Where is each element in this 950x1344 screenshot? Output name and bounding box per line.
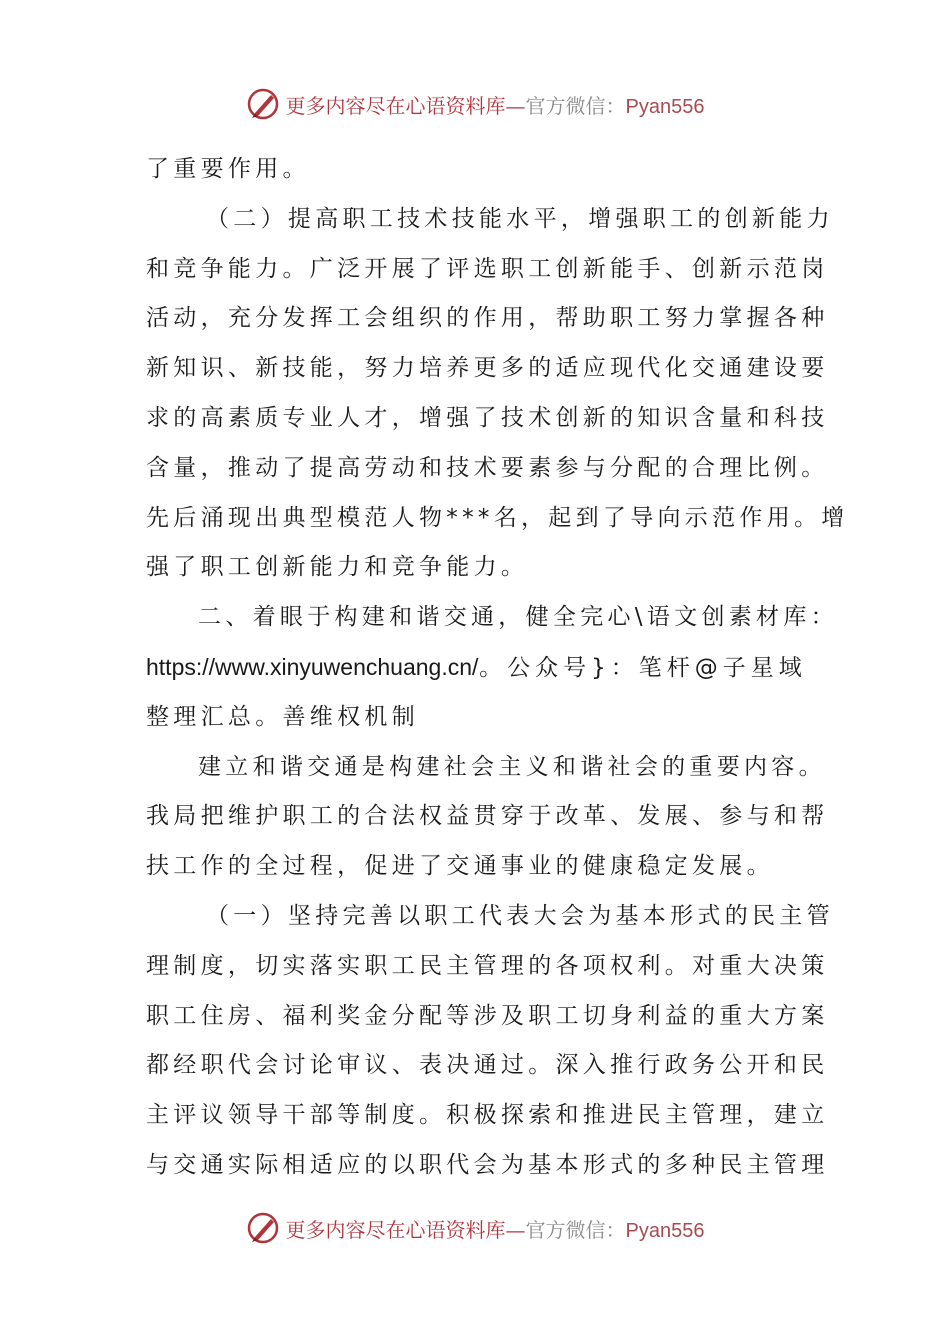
watermark-wechat-id: Pyan556 bbox=[625, 95, 705, 118]
text-line: 建立和谐交通是构建社会主义和谐社会的重要内容。 bbox=[198, 753, 826, 780]
text-line: 和竞争能力。广泛开展了评选职工创新能手、创新示范岗 bbox=[146, 255, 829, 282]
text-line: 与交通实际相适应的以职代会为基本形式的多种民主管理 bbox=[146, 1151, 829, 1178]
url-text: https://www.xinyuwenchuang.cn/ bbox=[146, 653, 479, 680]
watermark-main: 更多内容尽在心语资料库— bbox=[285, 93, 526, 118]
text-line: 扶工作的全过程，促进了交通事业的健康稳定发展。 bbox=[146, 853, 774, 880]
text-line-with-url bbox=[146, 643, 806, 693]
text-line: 职工住房、福利奖金分配等涉及职工切身利益的重大方案 bbox=[146, 1002, 829, 1029]
text-line: （二）提高职工技术技能水平，增强职工的创新能力 bbox=[206, 205, 834, 232]
text-line: 先后涌现出典型模范人物***名，起到了导向示范作用。增 bbox=[146, 504, 849, 531]
text-line: （一）坚持完善以职工代表大会为基本形式的民主管 bbox=[206, 902, 834, 929]
watermark-wechat-id: Pyan556 bbox=[625, 1219, 705, 1242]
pen-logo-icon bbox=[246, 87, 280, 121]
watermark-text bbox=[286, 1214, 705, 1243]
text-line: 求的高素质专业人才，增强了技术创新的知识含量和科技 bbox=[146, 404, 829, 431]
text-line: 理制度，切实落实职工民主管理的各项权利。对重大决策 bbox=[146, 952, 829, 979]
document-body bbox=[146, 145, 849, 1191]
text-line: 整理汇总。善维权机制 bbox=[146, 703, 419, 730]
text-fragment: 。公众号}：笔杆@子星域 bbox=[478, 654, 806, 681]
pen-logo-icon bbox=[246, 1211, 280, 1245]
text-line: 二、着眼于构建和谐交通，健全完心\语文创素材库： bbox=[198, 604, 838, 631]
watermark-wechat-label: 官方微信： bbox=[525, 1217, 626, 1242]
text-line: 主评议领导干部等制度。积极探索和推进民主管理，建立 bbox=[146, 1102, 829, 1129]
text-line: 了重要作用。 bbox=[146, 156, 310, 182]
text-line: 强了职工创新能力和竞争能力。 bbox=[146, 554, 529, 581]
text-line: 新知识、新技能，努力培养更多的适应现代化交通建设要 bbox=[146, 355, 829, 382]
watermark-text bbox=[286, 90, 705, 119]
header-watermark bbox=[0, 82, 950, 126]
watermark-wechat-label: 官方微信： bbox=[525, 93, 626, 118]
footer-watermark bbox=[0, 1206, 950, 1250]
text-line: 含量，推动了提高劳动和技术要素参与分配的合理比例。 bbox=[146, 454, 829, 481]
text-line: 我局把维护职工的合法权益贯穿于改革、发展、参与和帮 bbox=[146, 803, 829, 830]
text-line: 都经职代会讨论审议、表决通过。深入推行政务公开和民 bbox=[146, 1052, 829, 1079]
watermark-main: 更多内容尽在心语资料库— bbox=[285, 1217, 526, 1242]
text-line: 活动，充分发挥工会组织的作用，帮助职工努力掌握各种 bbox=[146, 305, 829, 332]
